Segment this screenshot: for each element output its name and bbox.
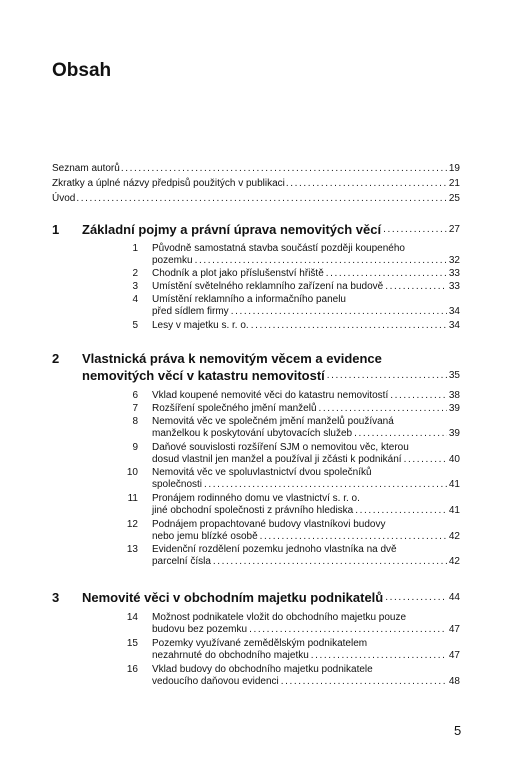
section-number: 12: [126, 519, 138, 530]
toc-entry-label: Seznam autorů: [52, 163, 120, 174]
toc-page-number: 40: [448, 454, 460, 465]
section-title-line: nebo jemu blízké osobě: [152, 531, 258, 542]
leader-dots: [260, 531, 447, 543]
section-title-line: jiné obchodní společnosti z právního hlediska: [152, 505, 354, 516]
chapter-number: 2: [52, 351, 60, 366]
toc-front-entry[interactable]: [52, 193, 460, 205]
chapter-title: Nemovité věci v obchodním majetku podnikatelů: [82, 590, 384, 605]
section-title-line: budovu bez pozemku: [152, 624, 248, 635]
toc-page-number: 19: [448, 163, 460, 174]
leader-dots: [355, 505, 447, 517]
section-title-line: před sídlem firmy: [152, 306, 229, 317]
section-number: 16: [126, 664, 138, 675]
leader-dots: [281, 676, 447, 688]
leader-dots: [251, 320, 447, 332]
page-number: 5: [454, 723, 462, 738]
leader-dots: [195, 255, 447, 267]
leader-dots: [213, 556, 447, 568]
section-title-line: Pozemky využívané zemědělským podnikatelem: [152, 638, 368, 649]
section-title-line: Chodník a plot jako příslušenství hřiště: [152, 268, 324, 279]
section-title-line: Vklad koupené nemovité věci do katastru nemovitostí: [152, 390, 389, 401]
chapter-title-line: [82, 589, 460, 606]
section-title-line: Rozšíření společného jmění manželů: [152, 403, 317, 414]
section-number: 5: [132, 320, 138, 331]
leader-dots: [390, 390, 447, 402]
section-title-line: Daňové souvislosti rozšíření SJM o nemovitou věc, kterou: [152, 442, 409, 453]
toc-page-number: 41: [448, 479, 460, 490]
toc-front-entry[interactable]: [52, 178, 460, 190]
toc-page-number: 33: [448, 281, 460, 292]
toc-page-number: 39: [448, 428, 460, 439]
toc-page-number: 41: [448, 505, 460, 516]
toc-page-number: 27: [448, 224, 460, 235]
leader-dots: [311, 650, 447, 662]
section-title-line: Možnost podnikatele vložit do obchodního majetku pouze: [152, 612, 407, 623]
toc-page-number: 42: [448, 556, 460, 567]
toc-page-number: 48: [448, 676, 460, 687]
section-number: 4: [132, 294, 138, 305]
section-number: 8: [132, 416, 138, 427]
leader-dots: [326, 268, 447, 280]
section-title-line: manželkou k poskytování ubytovacích služeb: [152, 428, 353, 439]
toc-page-number: 34: [448, 306, 460, 317]
section-title-line: Nemovitá věc ve společném jmění manželů používaná: [152, 416, 394, 427]
toc-page-number: 47: [448, 624, 460, 635]
section-title-line: Pronájem rodinného domu ve vlastnictví s. r. o.: [152, 493, 360, 504]
chapter-title-line: [82, 350, 460, 367]
toc-page-number: 44: [448, 592, 460, 603]
section-title-line: dosud vlastnil jen manžel a používal ji zčásti k podnikání: [152, 454, 402, 465]
page-title: Obsah: [52, 60, 112, 81]
toc-page-number: 25: [448, 193, 460, 204]
toc-page-number: 35: [448, 370, 460, 381]
leader-dots: [231, 306, 447, 318]
leader-dots: [249, 624, 447, 636]
section-title-line: Evidenční rozdělení pozemku jednoho vlastníka na dvě: [152, 544, 397, 555]
section-title-line: Lesy v majetku s. r. o.: [152, 320, 249, 331]
toc-page-number: 47: [448, 650, 460, 661]
section-title-line: společnosti: [152, 479, 203, 490]
chapter-title-line: [82, 221, 460, 238]
leader-dots: [121, 163, 448, 175]
toc-page-number: 21: [448, 178, 460, 189]
leader-dots: [385, 281, 447, 293]
section-number: 3: [132, 281, 138, 292]
section-title-line: Vklad budovy do obchodního majetku podnikatele: [152, 664, 373, 675]
toc-page-number: 42: [448, 531, 460, 542]
section-number: 14: [126, 612, 138, 623]
leader-dots: [204, 479, 447, 491]
leader-dots: [385, 589, 447, 606]
leader-dots: [286, 178, 448, 190]
leader-dots: [354, 428, 447, 440]
section-number: 15: [126, 638, 138, 649]
section-number: 13: [126, 544, 138, 555]
toc-page-number: 38: [448, 390, 460, 401]
section-number: 2: [132, 268, 138, 279]
section-title-line: nezahrnuté do obchodního majetku: [152, 650, 309, 661]
section-number: 1: [132, 243, 138, 254]
chapter-number: 1: [52, 222, 60, 237]
section-title-line: pozemku: [152, 255, 193, 266]
chapter-title-line: [82, 367, 460, 384]
section-title-line: parcelní čísla: [152, 556, 211, 567]
section-title-line: Nemovitá věc ve spoluvlastnictví dvou společníků: [152, 467, 372, 478]
section-title-line: Původně samostatná stavba součástí později koupeného: [152, 243, 405, 254]
chapter-title: Vlastnická práva k nemovitým věcem a evidence: [82, 351, 382, 366]
toc-page-number: 39: [448, 403, 460, 414]
leader-dots: [327, 367, 447, 384]
chapter-title: nemovitých věcí v katastru nemovitostí: [82, 368, 325, 383]
section-title-line: Podnájem propachtované budovy vlastníkovi budovy: [152, 519, 386, 530]
toc-front-entry[interactable]: [52, 163, 460, 175]
section-number: 10: [126, 467, 138, 478]
section-title-line: Umístění světelného reklamního zařízení na budově: [152, 281, 384, 292]
toc-page-number: 33: [448, 268, 460, 279]
leader-dots: [383, 221, 447, 238]
toc-page-number: 32: [448, 255, 460, 266]
leader-dots: [76, 193, 448, 205]
toc-entry-label: Zkratky a úplné názvy předpisů použitých v publikaci: [52, 178, 285, 189]
toc-entry-label: Úvod: [52, 193, 76, 204]
section-title-line: Umístění reklamního a informačního panelu: [152, 294, 346, 305]
chapter-title: Základní pojmy a právní úprava nemovitých věcí: [82, 222, 382, 237]
section-title-line: vedoucího daňovou evidenci: [152, 676, 279, 687]
section-number: 11: [127, 493, 138, 504]
chapter-number: 3: [52, 590, 60, 605]
section-number: 7: [132, 403, 138, 414]
toc-page-number: 34: [448, 320, 460, 331]
leader-dots: [319, 403, 447, 415]
leader-dots: [404, 454, 447, 466]
section-number: 9: [132, 442, 138, 453]
section-number: 6: [132, 390, 138, 401]
